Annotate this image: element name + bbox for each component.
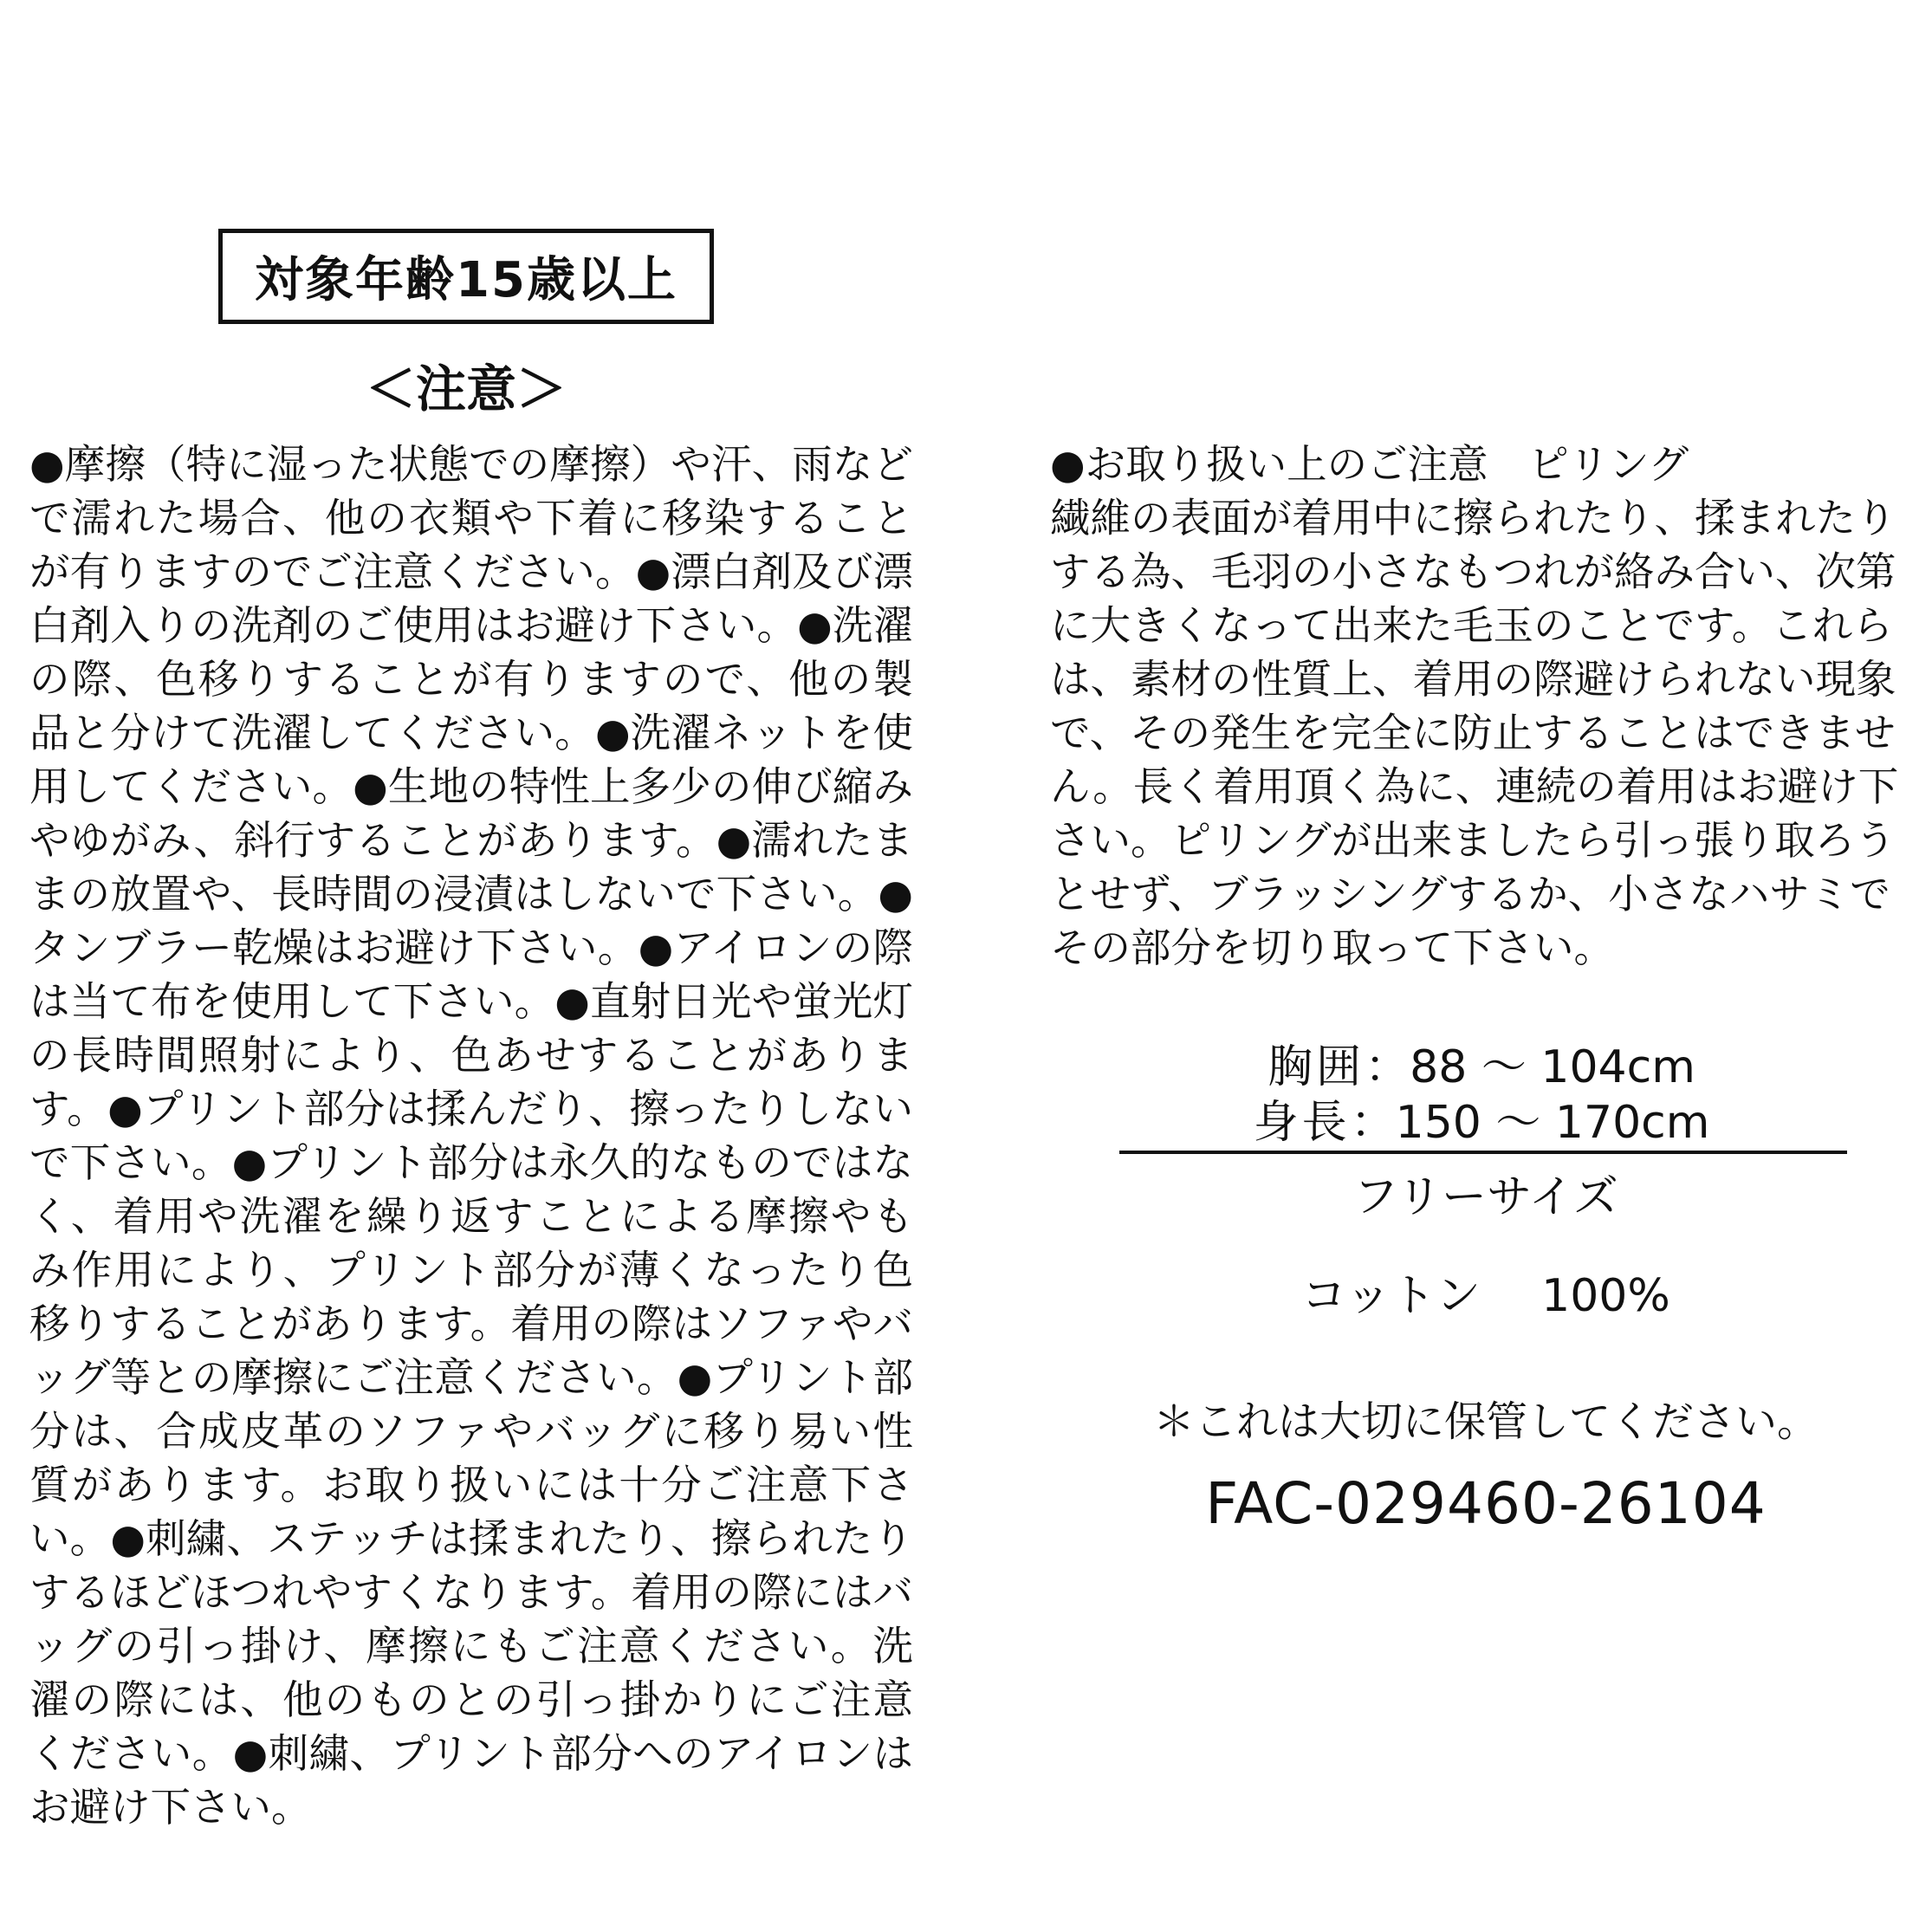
- chest-separator: ：: [1365, 1041, 1410, 1093]
- material-percent: 100%: [1541, 1270, 1670, 1322]
- handling-section: [1050, 438, 1922, 975]
- product-code: FAC-029460-26104: [1205, 1470, 1767, 1537]
- material-line: [1050, 1268, 1922, 1324]
- height-value: 150 ～ 170cm: [1395, 1097, 1710, 1149]
- age-notice-box: [218, 229, 714, 324]
- material-name: コットン: [1301, 1270, 1481, 1322]
- height-separator: ：: [1350, 1097, 1396, 1149]
- caution-heading: ＜注意＞: [365, 360, 567, 418]
- age-notice: 対象年齢15歳以上: [255, 252, 677, 308]
- chest-label: 胸囲: [1267, 1041, 1365, 1093]
- height-size-line: [1118, 1095, 1845, 1151]
- keep-note: ＊これは大切に保管してください。: [1152, 1397, 1819, 1446]
- height-label: 身長: [1253, 1097, 1351, 1149]
- caution-text: ●摩擦（特に湿った状態での摩擦）や汗、雨などで濡れた場合、他の衣類や下着に移染することが有りますのでご注意ください。●漂白剤及び漂白剤入りの洗剤のご使用はお避け下さい。●洗濯の際、色移りすることが有りますので、他の製品と分けて洗濯してください。●洗濯ネットを使用してください。●生地の特性上多少の伸び縮みやゆがみ、斜行することがあります。●濡れたままの放置や、長時間の浸漬はしないで下さい。●タンブラー乾燥はお避け下さい。●アイロンの際は当て布を使用して下さい。●直射日光や蛍光灯の長時間照射により、色あせすることがあります。●プリント部分は揉んだり、擦ったりしないで下さい。●プリント部分は永久的なものではなく、着用や洗濯を繰り返すことによる摩擦やもみ作用により、プリント部分が薄くなったり色移りすることがあります。着用の際はソファやバッグ等との摩擦にご注意ください。●プリント部分は、合成皮革のソファやバッグに移り易い性質があります。お取り扱いには十分ご注意下さい。●刺繍、ステッチは揉まれたり、擦られたりするほどほつれやすくなります。着用の際にはバッグの引っ掛け、摩擦にもご注意ください。洗濯の際には、他のものとの引っ掛かりにご注意ください。●刺繍、プリント部分へのアイロンはお避け下さい。: [29, 441, 913, 1831]
- chest-value: 88 ～ 104cm: [1410, 1041, 1695, 1093]
- handling-text: 繊維の表面が着用中に擦られたり、揉まれたりする為、毛羽の小さなもつれが絡み合い、次第に大きくなって出来た毛玉のことです。これらは、素材の性質上、着用の際避けられない現象で、その発生を完全に防止することはできません。長く着用頂く為に、連続の着用はお避け下さい。ピリングが出来ましたら引っ張り取ろうとせず、ブラッシングするか、小さなハサミでその部分を切り取って下さい。: [1050, 495, 1899, 971]
- chest-size-line: [1118, 1040, 1845, 1095]
- handling-heading: ●お取り扱い上のご注意 ピリング: [1050, 441, 1689, 488]
- size-divider: [1119, 1151, 1847, 1154]
- free-size-label: フリーサイズ: [1353, 1171, 1618, 1223]
